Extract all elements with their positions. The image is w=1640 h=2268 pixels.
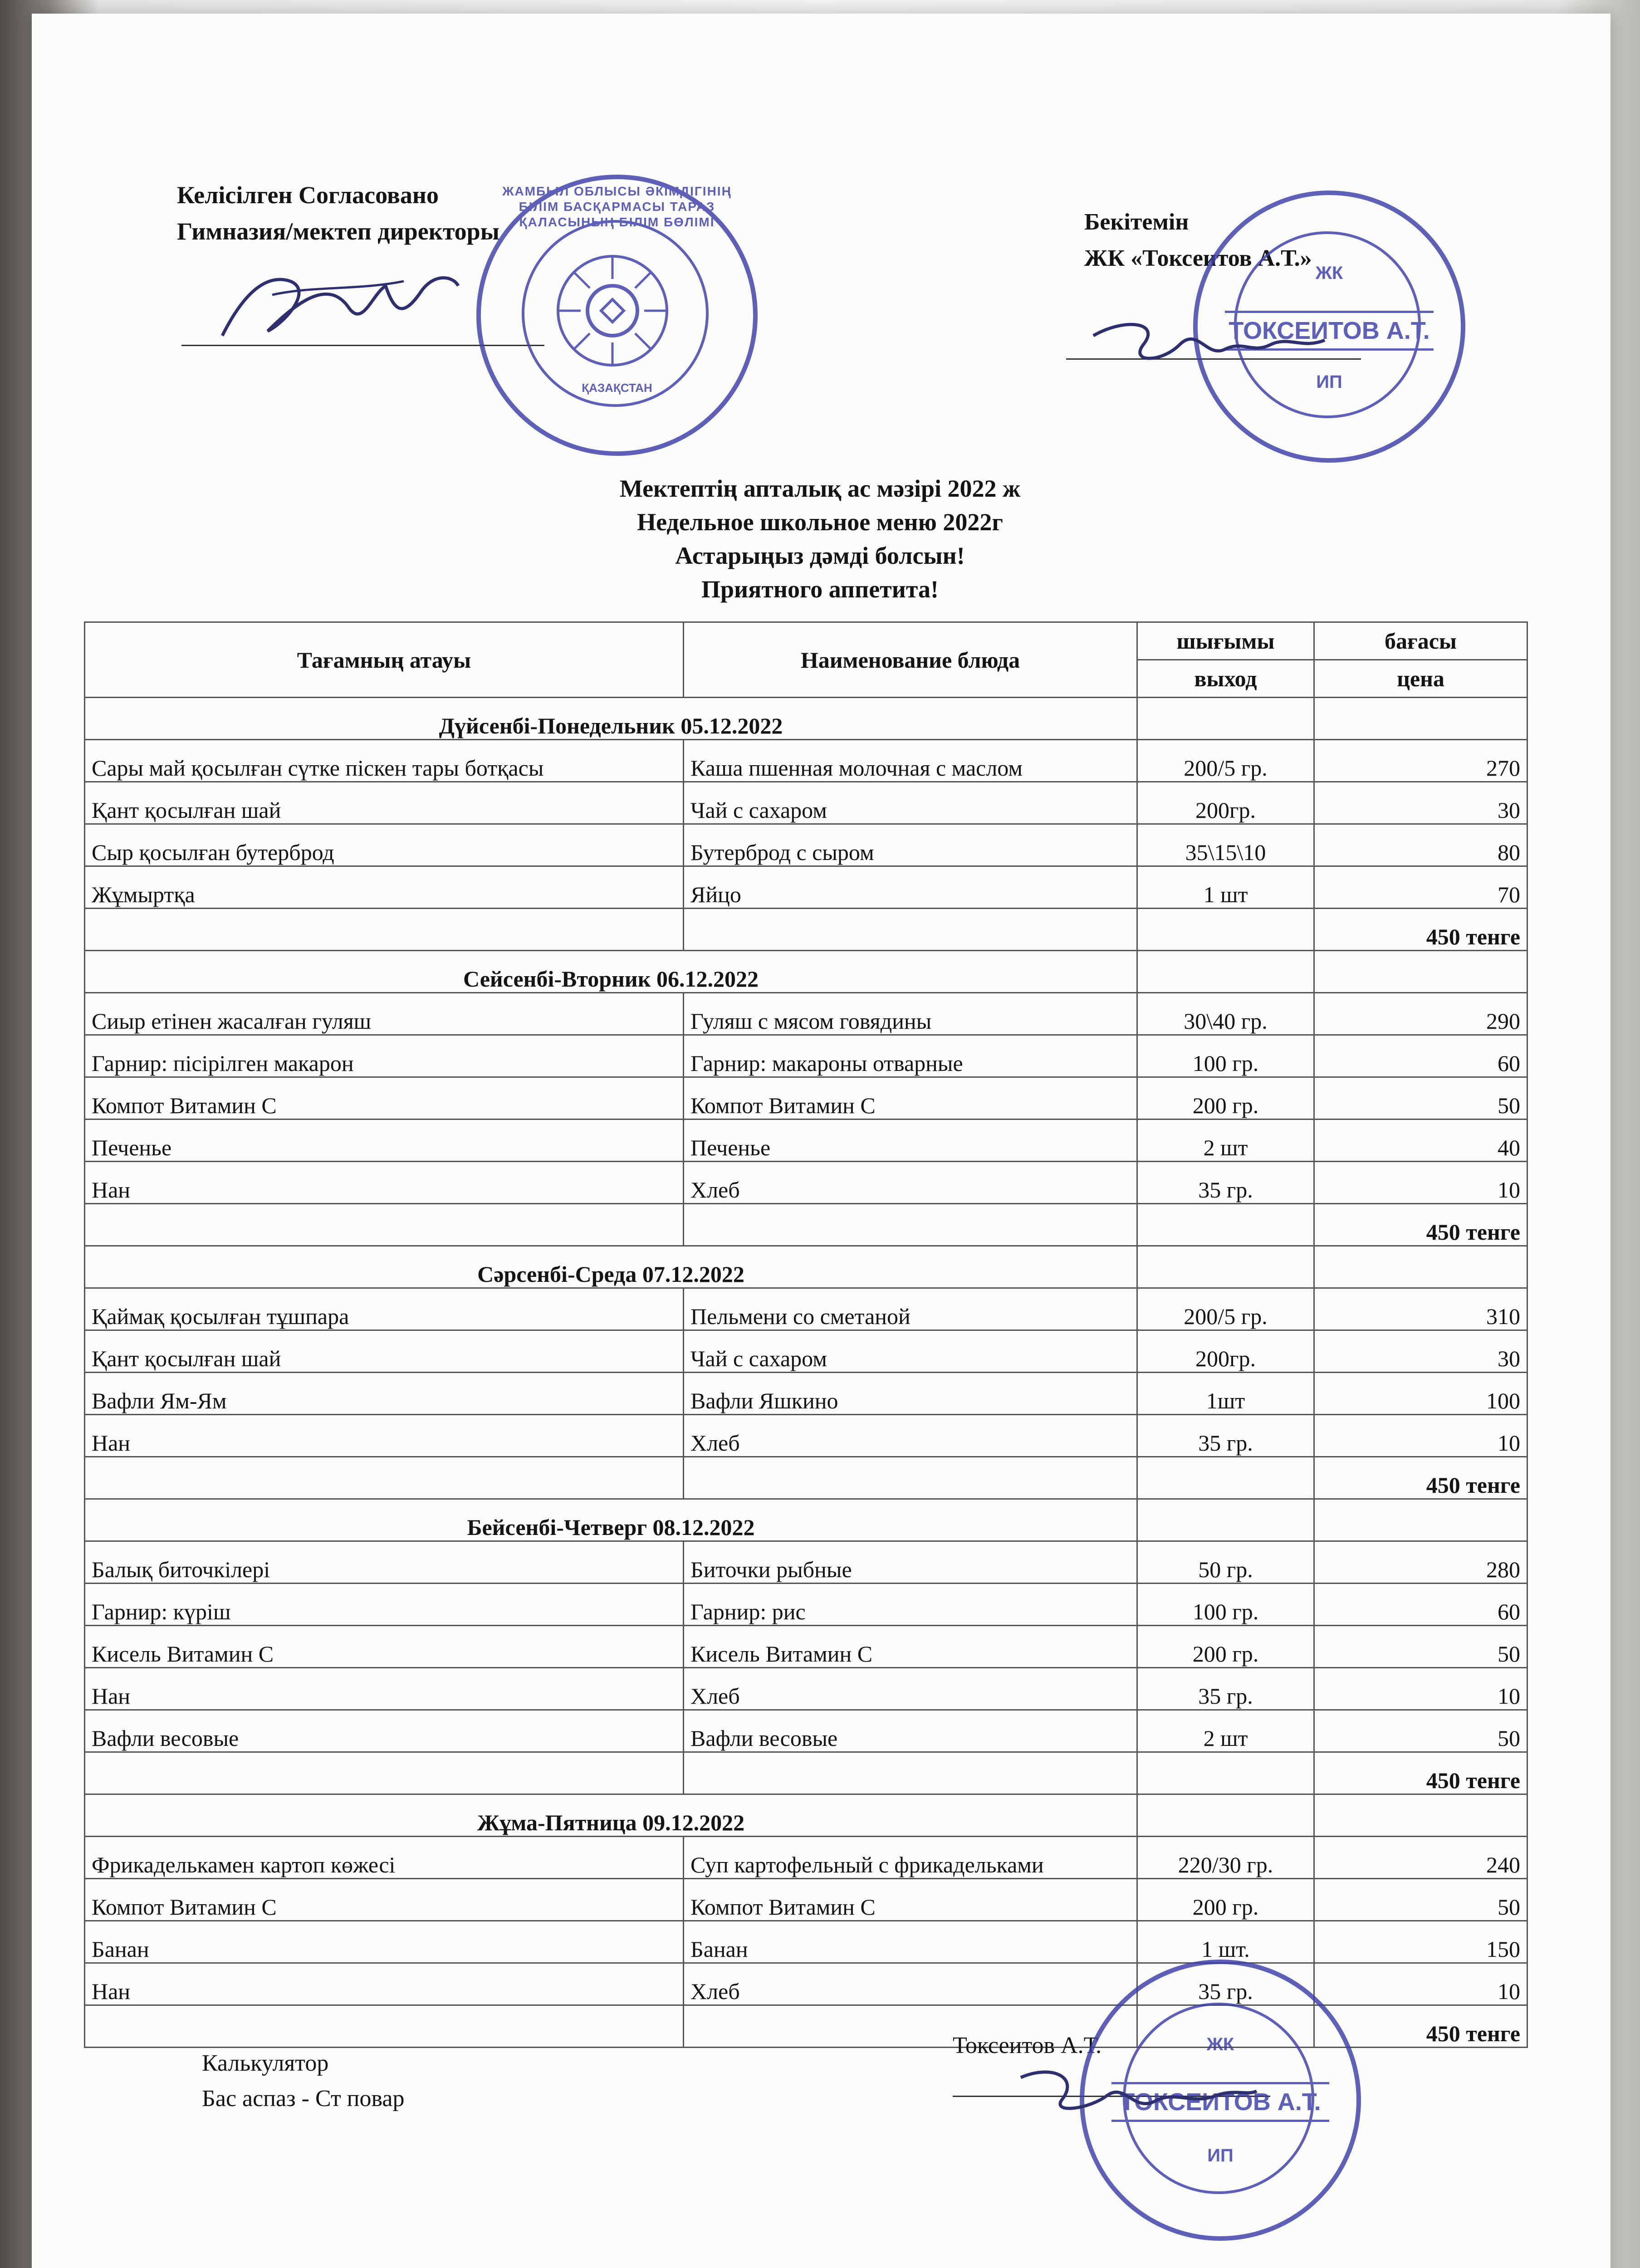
seal-right-bottom-text: ИП: [1316, 372, 1342, 392]
dish-price: 10: [1314, 1963, 1527, 2005]
footer-calculator: Калькулятор: [202, 2050, 329, 2076]
header-price-kk: бағасы: [1314, 622, 1527, 660]
table-row: [85, 1077, 1527, 1119]
seal-left-ring-text: ЖАМБЫЛ ОБЛЫСЫ ӘКІМДІГІНІҢ БІЛІМ БАСҚАРМАСЫ ТАРАЗ ҚАЛАСЫНЫҢ БІЛІМ БӨЛІМІ: [502, 184, 732, 229]
dish-kk: Фрикаделькамен картоп көжесі: [85, 1837, 684, 1879]
dish-ru: Хлеб: [684, 1162, 1137, 1204]
dish-ru: Чай с сахаром: [684, 1330, 1137, 1373]
footer-chef: Бас аспаз - Ст повар: [202, 2086, 405, 2112]
header-dish-kk: Тағамның атауы: [85, 622, 684, 698]
dish-price: 60: [1314, 1035, 1527, 1077]
dish-output: 200гр.: [1137, 782, 1314, 824]
dish-kk: Қаймақ қосылған тұшпара: [85, 1288, 684, 1330]
dish-kk: Сыр қосылған бутерброд: [85, 824, 684, 866]
footer-left: [202, 2046, 404, 2116]
table-row: [85, 1837, 1527, 1879]
dish-kk: Қант қосылған шай: [85, 782, 684, 824]
day-title: Дүйсенбі-Понедельник 05.12.2022: [85, 698, 1137, 740]
header-price-ru: цена: [1314, 660, 1527, 698]
dish-price: 30: [1314, 1330, 1527, 1373]
weekly-menu-table: [84, 621, 1528, 2048]
dish-kk: Сары май қосылған сүтке піскен тары ботқасы: [85, 740, 684, 782]
day-total: 450 тенге: [1314, 1204, 1527, 1246]
dish-price: 100: [1314, 1373, 1527, 1415]
dish-ru: Банан: [684, 1921, 1137, 1963]
table-row: [85, 824, 1527, 866]
dish-price: 50: [1314, 1879, 1527, 1921]
dish-ru: Хлеб: [684, 1668, 1137, 1710]
approval-block-left: [177, 177, 499, 249]
dish-kk: Нан: [85, 1963, 684, 2005]
dish-ru: Вафли весовые: [684, 1710, 1137, 1752]
table-row: [85, 740, 1527, 782]
dish-output: 35 гр.: [1137, 1162, 1314, 1204]
total-row: [85, 1457, 1527, 1499]
dish-kk: Нан: [85, 1162, 684, 1204]
header-dish-ru: Наименование блюда: [684, 622, 1137, 698]
dish-ru: Гарнир: макароны отварные: [684, 1035, 1137, 1077]
dish-ru: Пельмени со сметаной: [684, 1288, 1137, 1330]
dish-price: 10: [1314, 1415, 1527, 1457]
table-row: [85, 1710, 1527, 1752]
dish-price: 50: [1314, 1077, 1527, 1119]
dish-output: 100 гр.: [1137, 1584, 1314, 1626]
day-title: Жұма-Пятница 09.12.2022: [85, 1794, 1137, 1837]
approval-right-line1: Бекітемін: [1084, 209, 1189, 235]
title-kk: Мектептің апталық ас мәзірі 2022 ж: [619, 475, 1021, 502]
dish-price: 10: [1314, 1668, 1527, 1710]
dish-output: 35\15\10: [1137, 824, 1314, 866]
title-ru: Недельное школьное меню 2022г: [637, 508, 1003, 536]
table-row: [85, 1668, 1527, 1710]
day-total: 450 тенге: [1314, 909, 1527, 951]
dish-ru: Кисель Витамин С: [684, 1626, 1137, 1668]
dish-output: 1 шт: [1137, 866, 1314, 909]
signature-right: [1089, 308, 1343, 381]
table-row: [85, 993, 1527, 1035]
dish-price: 30: [1314, 782, 1527, 824]
dish-output: 200 гр.: [1137, 1077, 1314, 1119]
total-row: [85, 1752, 1527, 1794]
dish-kk: Вафли весовые: [85, 1710, 684, 1752]
dish-output: 30\40 гр.: [1137, 993, 1314, 1035]
day-row: [85, 1499, 1527, 1541]
dish-output: 2 шт: [1137, 1710, 1314, 1752]
dish-ru: Гарнир: рис: [684, 1584, 1137, 1626]
dish-ru: Суп картофельный с фрикадельками: [684, 1837, 1137, 1879]
official-seal-left: [476, 175, 758, 456]
greeting-kk: Астарыңыз дәмді болсын!: [675, 542, 965, 569]
day-row: [85, 698, 1527, 740]
dish-output: 1шт: [1137, 1373, 1314, 1415]
dish-kk: Гарнир: күріш: [85, 1584, 684, 1626]
dish-kk: Жұмыртқа: [85, 866, 684, 909]
dish-kk: Балық биточкілері: [85, 1541, 684, 1584]
total-row: [85, 909, 1527, 951]
dish-output: 200/5 гр.: [1137, 740, 1314, 782]
dish-kk: Компот Витамин С: [85, 1077, 684, 1119]
footer-signer: Токсеитов А.Т.: [953, 2033, 1102, 2058]
dish-kk: Нан: [85, 1668, 684, 1710]
day-row: [85, 951, 1527, 993]
dish-output: 2 шт: [1137, 1119, 1314, 1162]
seal-right-top-text: ЖК: [1315, 263, 1343, 283]
dish-price: 50: [1314, 1710, 1527, 1752]
dish-price: 240: [1314, 1837, 1527, 1879]
day-title: Бейсенбі-Четверг 08.12.2022: [85, 1499, 1137, 1541]
seal-left-center-text: ҚАЗАҚСТАН: [582, 381, 652, 395]
signature-footer: [1012, 2059, 1266, 2127]
dish-price: 60: [1314, 1584, 1527, 1626]
dish-output: 50 гр.: [1137, 1541, 1314, 1584]
dish-price: 290: [1314, 993, 1527, 1035]
table-row: [85, 1921, 1527, 1963]
table-row: [85, 1584, 1527, 1626]
dish-ru: Каша пшенная молочная с маслом: [684, 740, 1137, 782]
seal-bottom-bottom-text: ИП: [1207, 2146, 1234, 2165]
dish-ru: Яйцо: [684, 866, 1137, 909]
approval-right-line2: ЖК «Токсеитов А.Т.»: [1084, 245, 1312, 271]
table-row: [85, 1119, 1527, 1162]
dish-kk: Сиыр етінен жасалған гуляш: [85, 993, 684, 1035]
dish-kk: Кисель Витамин С: [85, 1626, 684, 1668]
dish-ru: Вафли Яшкино: [684, 1373, 1137, 1415]
dish-kk: Нан: [85, 1415, 684, 1457]
dish-ru: Хлеб: [684, 1963, 1137, 2005]
total-row: [85, 1204, 1527, 1246]
day-total: 450 тенге: [1314, 1457, 1527, 1499]
dish-output: 35 гр.: [1137, 1668, 1314, 1710]
table-row: [85, 1373, 1527, 1415]
dish-ru: Печенье: [684, 1119, 1137, 1162]
dish-ru: Хлеб: [684, 1415, 1137, 1457]
dish-price: 80: [1314, 824, 1527, 866]
signature-left: [213, 254, 467, 354]
table-row: [85, 1330, 1527, 1373]
table-row: [85, 1541, 1527, 1584]
dish-kk: Компот Витамин С: [85, 1879, 684, 1921]
dish-ru: Компот Витамин С: [684, 1879, 1137, 1921]
dish-price: 150: [1314, 1921, 1527, 1963]
dish-output: 220/30 гр.: [1137, 1837, 1314, 1879]
dish-output: 200/5 гр.: [1137, 1288, 1314, 1330]
dish-price: 270: [1314, 740, 1527, 782]
dish-price: 40: [1314, 1119, 1527, 1162]
dish-kk: Банан: [85, 1921, 684, 1963]
dish-price: 50: [1314, 1626, 1527, 1668]
table-row: [85, 1288, 1527, 1330]
seal-bottom-top-text: ЖК: [1206, 2034, 1234, 2054]
table-row: [85, 1162, 1527, 1204]
dish-kk: Қант қосылған шай: [85, 1330, 684, 1373]
dish-output: 100 гр.: [1137, 1035, 1314, 1077]
dish-output: 200гр.: [1137, 1330, 1314, 1373]
header-output-kk: шығымы: [1137, 622, 1314, 660]
seal-right-name: ТОКСЕИТОВ А.Т.: [1225, 311, 1434, 351]
dish-kk: Печенье: [85, 1119, 684, 1162]
dish-ru: Чай с сахаром: [684, 782, 1137, 824]
table-row: [85, 1035, 1527, 1077]
dish-price: 70: [1314, 866, 1527, 909]
dish-output: 200 гр.: [1137, 1626, 1314, 1668]
dish-price: 280: [1314, 1541, 1527, 1584]
day-total: 450 тенге: [1314, 2005, 1527, 2048]
dish-output: 35 гр.: [1137, 1963, 1314, 2005]
day-total: 450 тенге: [1314, 1752, 1527, 1794]
dish-kk: Вафли Ям-Ям: [85, 1373, 684, 1415]
table-row: [85, 1879, 1527, 1921]
dish-ru: Компот Витамин С: [684, 1077, 1137, 1119]
table-row: [85, 782, 1527, 824]
approval-left-line2: Гимназия/мектеп директоры: [177, 218, 499, 245]
seal-bottom-name: ТОКСЕИТОВ А.Т.: [1111, 2082, 1329, 2122]
day-row: [85, 1246, 1527, 1288]
menu-title-block: [0, 472, 1640, 606]
dish-output: 200 гр.: [1137, 1879, 1314, 1921]
table-row: [85, 866, 1527, 909]
dish-price: 10: [1314, 1162, 1527, 1204]
day-row: [85, 1794, 1527, 1837]
dish-price: 310: [1314, 1288, 1527, 1330]
day-title: Сәрсенбі-Среда 07.12.2022: [85, 1246, 1137, 1288]
header-output-ru: выход: [1137, 660, 1314, 698]
dish-ru: Гуляш с мясом говядины: [684, 993, 1137, 1035]
dish-kk: Гарнир: пісірілген макарон: [85, 1035, 684, 1077]
greeting-ru: Приятного аппетита!: [701, 576, 939, 603]
approval-left-line1: Келісілген Согласовано: [177, 181, 439, 209]
dish-ru: Биточки рыбные: [684, 1541, 1137, 1584]
table-row: [85, 1415, 1527, 1457]
dish-output: 35 гр.: [1137, 1415, 1314, 1457]
table-row: [85, 1626, 1527, 1668]
dish-output: 1 шт.: [1137, 1921, 1314, 1963]
dish-ru: Бутерброд с сыром: [684, 824, 1137, 866]
day-title: Сейсенбі-Вторник 06.12.2022: [85, 951, 1137, 993]
